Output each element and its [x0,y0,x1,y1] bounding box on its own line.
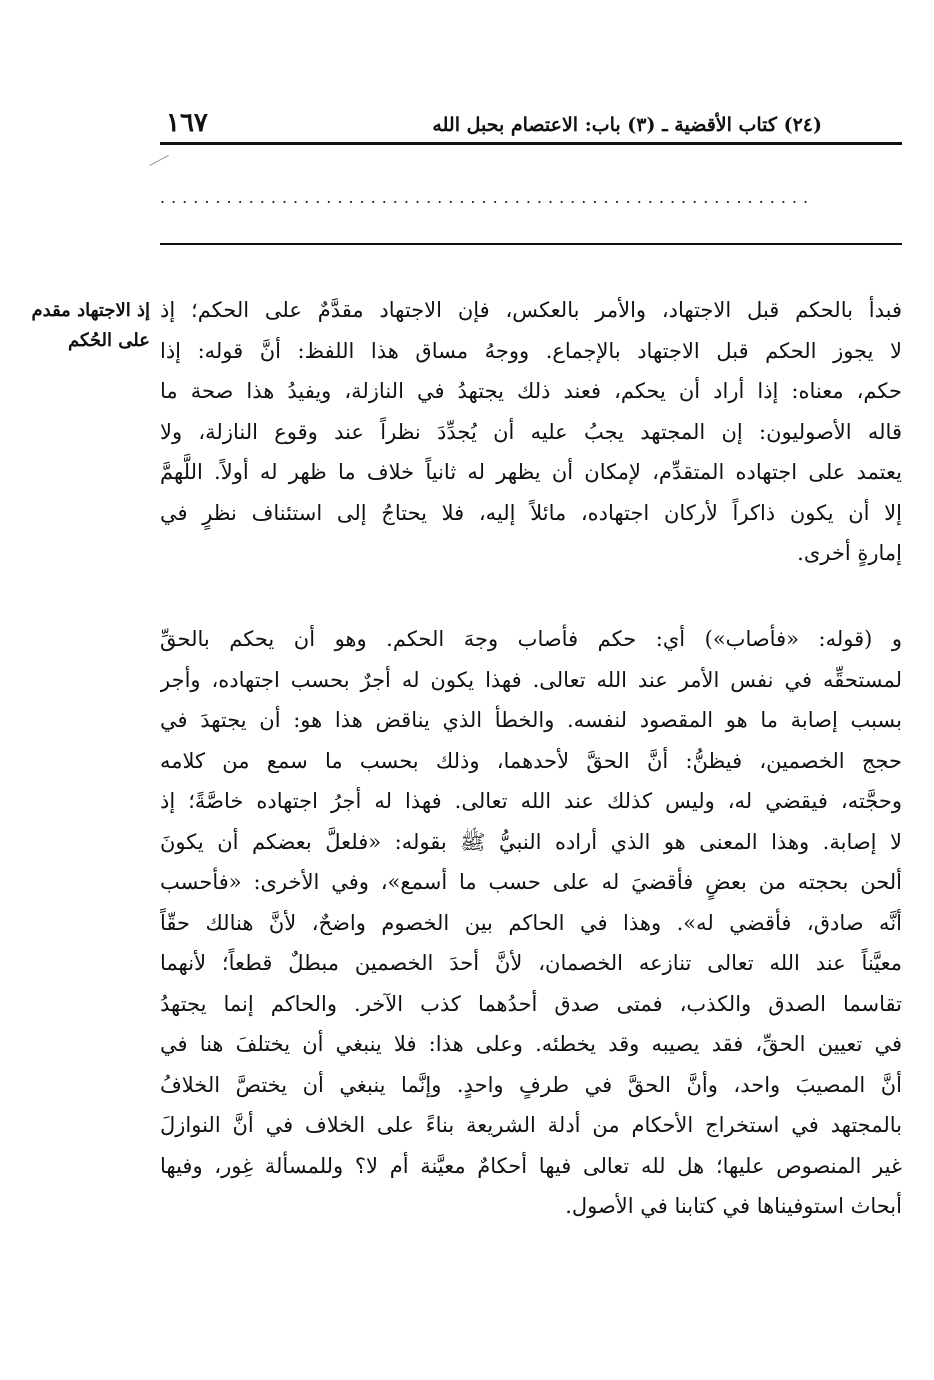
text-line: قاله الأصوليون: إن المجتهد يجبُ عليه أن يُجدِّدَ نظراً عند وقوع النازلة، ولا [160,419,902,444]
text-line: حكم، معناه: إذا أراد أن يحكم، فعند ذلك يجتهدُ في النازلة، ويفيدُ هذا صحة ما [160,379,902,403]
text-line: و (قوله: «فأصاب») أي: حكم فأصاب وجهَ الحكم. وهو أن يحكم بالحقِّ [160,627,902,651]
text-line: فبدأ بالحكم قبل الاجتهاد، والأمر بالعكس، فإن الاجتهاد مقدَّمٌ على الحكم؛ إذ [160,298,902,322]
text-line: بسبب إصابة ما هو المقصود لنفسه. والخطأ الذي يناقض هذا هو: أن يجتهدَ في [160,708,902,732]
text-line: أنَّه صادق، فأقضي له». وهذا في الحاكم بين الخصوم واضحٌ، لأنَّ هنالك حقّاً [160,910,902,935]
header-rule [160,142,902,145]
text-line: وحجَّته، فيقضي له، وليس كذلك عند الله تعالى. فهذا له أجرُ اجتهاده خاصَّةً؛ إذ [160,789,902,813]
text-line: تقاسما الصدق والكذب، فمتى صدق أحدُهما كذب الآخر. والحاكم إنما يجتهدُ [160,991,902,1016]
paragraph-2 [160,619,902,1227]
text-line: لا يجوز الحكم قبل الاجتهاد بالإجماع. ووجهُ مساق هذا اللفظ: أنَّ قوله: إذا [160,338,902,363]
text-line: إلا أن يكون ذاكراً لأركان اجتهاده، مائلاً إليه، فلا يحتاجُ إلى استئناف نظرٍ في [160,500,902,525]
text-line: ألحن بحجته من بعضٍ فأقضيَ له على حسب ما أسمع»، وفي الأخرى: «فأحسب [160,870,902,894]
text-line: لا إصابة. وهذا المعنى هو الذي أراده النبيُّ ﷺ بقوله: «فلعلَّ بعضكم أن يكونَ [160,829,902,854]
text-line: في تعيين الحقِّ، فقد يصيبه وقد يخطئه. وعلى هذا: فلا ينبغي أن يختلفَ هنا في [160,1032,902,1056]
margin-note-line: على الحُكم [68,330,150,351]
header-title: (٢٤) كتاب الأقضية ـ (٣) باب: الاعتصام بحبل الله [432,114,822,136]
paragraph-1 [160,290,902,574]
text-line: معيَّناً عند الله تعالى تنازعه الخصمان، لأنَّ أحدَ الخصمين مبطلٌ قطعاً؛ لأنهما [160,951,902,975]
footnote-rule [160,243,902,245]
text-line: حجج الخصمين، فيظنُّ: أنَّ الحقَّ لأحدهما، وذلك بحسب ما سمع من كلامه [160,748,902,773]
running-header [160,108,902,144]
stray-pen-mark [149,155,169,166]
text-line: يعتمد على اجتهاده المتقدِّم، لإمكان أن يظهر له ثانياً خلاف ما ظهر له أولاً. اللَّهمَّ [160,460,902,484]
text-line: لمستحقِّه في نفس الأمر عند الله تعالى. فهذا يكون له أجرٌ بحسب اجتهاده، وأجر [160,667,902,692]
text-line: إمارةٍ أخرى. [797,541,902,565]
text-line: أنَّ المصيبَ واحد، وأنَّ الحقَّ في طرفٍ واحدٍ. وإنَّما ينبغي أن يختصَّ الخلافُ [160,1072,902,1097]
text-line: غير المنصوص عليها؛ هل لله تعالى فيها أحكامٌ معيَّنة أم لا؟ وللمسألة غِور، وفيها [160,1153,902,1178]
margin-note [20,296,150,356]
page-number: ١٦٧ [166,108,208,138]
text-line: بالمجتهد في استخراج الأحكام من أدلة الشريعة بناءً على الخلاف في أنَّ النوازلَ [160,1113,902,1137]
margin-note-line: إذ الاجتهاد مقدم [31,300,150,321]
text-line: أبحاث استوفيناها في كتابنا في الأصول. [565,1194,902,1218]
footnote-ellipsis: ........................................................... [160,188,815,207]
